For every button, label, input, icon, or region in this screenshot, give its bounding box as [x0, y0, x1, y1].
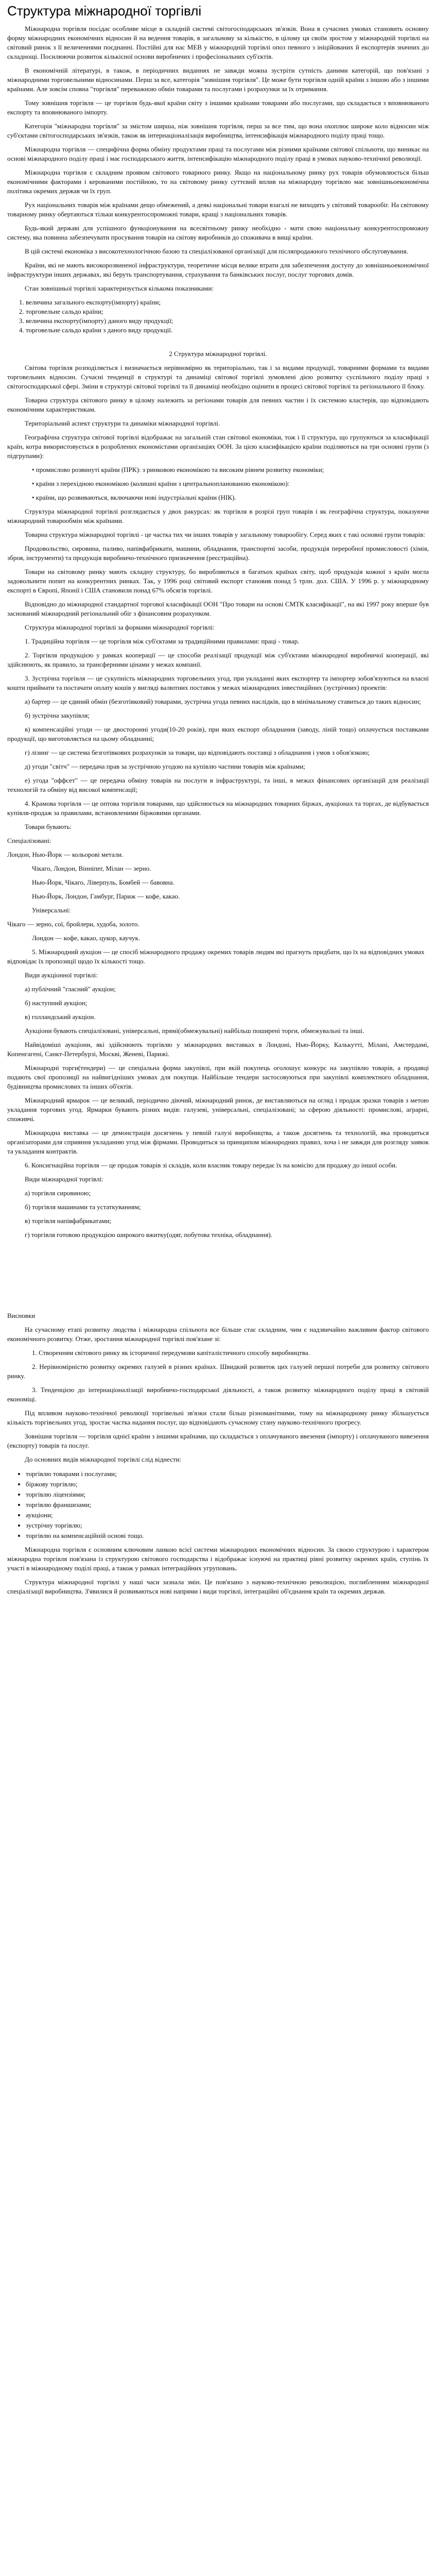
paragraph: Географічна структура світової торгівлі відображає на загальній стан світової економіки, тож і її структура, що групуються за класифікації країн, котра використовується в розроблених економістами організаціях ООН. За цією класифікацією країни поділяються на три основні групи (з підгрупами): [7, 433, 429, 460]
list-item: • біржову торгівлю; [26, 1479, 429, 1489]
paragraph: Категорія "міжнародна торгівля" за змістом ширша, ніж зовнішня торгівля, перш за все тим, що вона охоплює широке коло відносин між суб'єктами світогосподарських зв'язків, також як інтернаціоналізація виробництва, інтенсифікація міжнародного поділу праці тощо. [7, 122, 429, 139]
paragraph: Стан зовнішньої торгівлі характеризується кількома показниками: [25, 284, 214, 292]
paragraph: г) торгівля готовою продукцією широкого вжитку(одяг, побутова техніка, обладнання). [25, 1231, 273, 1239]
paragraph: 1. Традиційна торгівля — це торгівля між суб'єктами за традиційними правилами: праці - товар. [25, 637, 300, 645]
paragraph: Зовнішня торгівля — торгівля однієї країни з іншими країнами, що складається з оплачуваного ввезення (імпорту) і оплачуваного вивезення (експорту) товарів та послуг. [7, 1432, 429, 1449]
paragraph: 2. Нерівномірністю розвитку окремих галузей в різних країнах. Швидкий розвиток цих галузей першої потреби для розвитку світового ринку. [7, 1363, 429, 1380]
paragraph: Міжнародна виставка — це демонстрація досягнень у певній галузі виробництва, а також досягнень та технологій, яка проводиться організаторами для сприяння укладанню угод між фірмами. Проводиться за принципом міжнародних правил, хоча і не завжди для розгляду заявок та укладання контрактів. [7, 1129, 429, 1155]
paragraph: Світова торгівля розподіляється і визначається нерівномірно як територіально, так і за видами продукції, товарними формами та видами торговельних відносин. Сучасні тенденції в структурі та динаміці світової торгівлі зумовлені дією розвитку суспільного поділу праці з світогосподарської сфері. Зміни в структурі світової торгівлі та її динаміці необхідно оцінити в процесі світової торгівлі та регіонального її блоку. [7, 364, 429, 390]
paragraph: 3. Зустрічна торгівля — це сукупність міжнародних торговельних угод, при укладанні яких експортер та імпортер зобов'язуються на власні кошти приймати та постачати оплату кошів у вигляді валютних поставок у межах міжнародних інвестиційних (зустрічних) проектів: [7, 674, 429, 691]
paragraph: 6. Консигнаційна торгівля — це продаж товарів зі складів, коли власник товару передає їх на комісію для продажу до іншої особи. [25, 1161, 397, 1169]
paragraph: Види аукціонної торгівлі: [25, 971, 98, 979]
paragraph: Міжнародний ярмарок — це великий, періодично діючий, міжнародний ринок, де виставляються на огляд і продаж зразки товарів з метою укладання торгових угод. Ярмарки бувають різних видів: галузеві, універсальні, спеціалізовані; за сферою діяльності: промислові, аграрні, споживчі. [7, 1096, 429, 1123]
paragraph: Аукціони бувають спеціалізовані, універсальні, прямі(обмежувальні) найбільш поширені торги, обмежувальні та інші. [25, 1027, 364, 1035]
paragraph: 4. Крамова торгівля — це оптова торгівля товарами, що здійснюється на міжнародних товарних біржах, аукціонах та торгах, де відбувається купівля-продаж за правилами, встановленими біржовими органами. [7, 800, 429, 817]
paragraph: в) голландський аукціон. [25, 1013, 96, 1021]
paragraph: г) лізинг — це система безготівкових розрахунків за товари, що відповідають поставці з обладнання і умов з обов'язкою; [25, 749, 370, 756]
paragraph: Під впливом науково-технічної революції торгівельні зв'язки стали більш різноманітними, тому на міжнародному ринку збільшується кількість торгівельних угод, зростає частка надання послуг, що відповідають сучасному стану науково-технічного прогресу. [7, 1409, 429, 1426]
paragraph: а) публічний "гласний" аукціон; [25, 985, 116, 993]
paragraph: Найвідоміші аукціони, які здійснюють торгівлю у міжнародних виставках в Лондоні, Нью-Йорку, Калькутті, Мілані, Амстердамі, Копенгагені, Санкт-Петербурзі, Москві, Женеві, Парижі. [7, 1041, 429, 1058]
paragraph: Міжнародні торги(тендери) — це спеціальна форма закупівлі, при якій покупець оголошує конкурс на закупівлю товарів, а продавці подають свої пропозиції на найвигідніших умовах для покупця. Найбільше тендери застосовуються при закупівлі комплектного обладнання, будівництва промислових та інших об'єктів. [7, 1064, 429, 1090]
list-item: • торгівлю на компенсаційній основі тощо. [26, 1531, 429, 1541]
paragraph: 3. Тенденцією до інтернаціоналізації виробничо-господарської діяльності, а також розвитку міжнародного поділу праці в світовій економіці. [7, 1386, 429, 1403]
section-heading: Висновки [7, 1312, 36, 1319]
list-item: • зустрічну торгівлю; [26, 1520, 429, 1531]
paragraph: На сучасному етапі розвитку людства і міжнародна спільнота все більше стає складним, чим є надзвичайно важливим фактор світового економічного розвитку. Отже, зростання міжнародної торгівлі пов'язане зі: [7, 1326, 429, 1343]
paragraph: Територіальний аспект структури та динаміки міжнародної торгівлі. [25, 419, 220, 427]
paragraph: Структура міжнародної торгівлі у наші часи зазнала змін. Це пов'язано з науково-технічною революцією, поглибленням міжнародної спеціалізації виробництва. З'явилися й розвиваються нові напрями і види торгівлі, інтеграційні об'єднання країн та окремих держав. [7, 1578, 429, 1595]
section-heading: 2 Структура міжнародної торгівлі. [169, 350, 267, 358]
trade-types-list [7, 1469, 429, 1541]
paragraph: Чікаго — зерно, сої, бройлери, худоба, золото. [7, 920, 139, 928]
paragraph: Міжнародна торгівля є основним ключовим ланкою всієї системи міжнародних економічних відносин. За своєю структурою і характером міжнародна торгівля пов'язана із структурою світового господарства і відображає існуючі на практиці рівні розвитку окремих країн, ступінь їх участі в міжнародному поділі праці, а також у рамках інтеграційних угруповань. [7, 1546, 429, 1572]
exchange-line: Чікаго, Лондон, Вінніпег, Мілан — зерно. [32, 865, 151, 872]
conclusion-section [7, 1311, 429, 1596]
paragraph: • країни, що розвиваються, включаючи нові індустріальні країни (НІК). [32, 494, 236, 501]
intro-section [7, 24, 429, 335]
list-item: • торгівлю товарами і послугами; [26, 1469, 429, 1479]
paragraph: Товарна структура міжнародної торгівлі - це частка тих чи інших товарів у загальному товарообігу. Серед яких є такі основні групи товарів: [25, 531, 425, 538]
paragraph: Міжнародна торгівля є складним проявом світового товарного ринку. Якщо на національному ринку рух товарів обумовлюється більш економічними факторами і керованими постійною, то на світовому ринку суттєвий вплив на міжнародну торгівлю має зовнішньоекономічна політика окремих держав чи їх груп. [7, 168, 429, 195]
paragraph: • країни з перехідною економікою (колишні країни з центральнопланованою економікою): [32, 480, 290, 487]
list-item: 3. величина експорту(імпорту) даного виду продукції; [26, 316, 429, 326]
paragraph: б) торгівля машинами та устаткуванням; [25, 1203, 141, 1211]
list-item: • торгівлю франшизами; [26, 1500, 429, 1510]
list-item: 1. величина загального експорту(імпорту) країни; [26, 298, 429, 307]
paragraph: 2. Торгівля продукцією у рамках кооперації — це способи реалізації продукції між суб'єктами міжнародної виробничої кооперації, які здійснюють, як правило, за трансферними цінами у межах компанії. [7, 651, 429, 668]
list-item: • торгівлю ліцензіями; [26, 1489, 429, 1500]
paragraph: • промислово розвинуті країни (ПРК): з ринковою економікою та високим рівнем розвитку економіки; [32, 466, 324, 473]
paragraph: в) торгівля напівфабрикатами; [25, 1217, 112, 1225]
list-item: • аукціони; [26, 1510, 429, 1520]
paragraph: Будь-який державі для успішного функціонування на всесвітньому ринку необхідно - мати свою національну конкурентоспроможну систему, яка повинна забезпечувати просування товарів на світову виробників до споживача в вищі країни. [7, 224, 429, 241]
paragraph: Структура міжнародної торгівлі за формами міжнародної торгівлі: [25, 623, 215, 631]
paragraph: а) торгівля сировиною; [25, 1189, 91, 1197]
paragraph: Продовольство, сировина, паливо, напівфабрикати, машини, обладнання, транспортні засоби, продукція переробної промисловості (хімія, зброя, інструменти) та продукція виробничо-технічного призначення (реєстраційна). [7, 545, 429, 562]
structure-section [7, 349, 429, 1240]
page-title: Структура міжнародної торгівлі [7, 3, 202, 19]
paragraph: б) наступний аукціон; [25, 999, 88, 1007]
indicators-list [7, 298, 429, 335]
exchange-line: Нью-Йорк, Чікаго, Ліверпуль, Бомбей — бавовна. [32, 878, 175, 886]
paragraph: Товари на світовому ринку мають складну структуру, бо виробляються в багатьох країнах світу, щоб продукція кожної з країн могла задовольнити попит на конкурентних ринках. Так, у 1996 році світовий експорт становив понад 5 трлн. дол. США. У 1996 р. у міжнародному експорті в Європі, Японії і США становили понад 67% обсягів торгівлі. [7, 568, 429, 594]
exchange-line: Нью-Йорк, Лондон, Гамбург, Париж — кофе, какао. [32, 892, 180, 900]
paragraph: В економічній літературі, в також, в періодичних виданнях не завжди можна зустріти сутність даними категорій, що пов'язані з міжнародними торговельними відносинами. Перш за все, категорія "зовнішня торгівля". Це може бути торгівля одній країни з іншою або з іншими країнами. Але зовсім сповна "торгівля" переважною обмін товарами та послугами і розрахунки за їх отримання. [7, 66, 429, 93]
paragraph: Тому зовнішня торгівля — це торгівля будь-якої країни світу з іншими країнами товарами або послугами, що складається з вповнюваного експорту та вповнюваного імпорту. [7, 99, 429, 116]
paragraph: Міжнародна торгівля посідає особливе місце в складній системі світогосподарських зв'язків. Вона в сучасних умовах становить основну форму міжнародних економічних відносин й на ведення товарів, в загальному за кількістю, в цілому ця своїм зростом у міжнародній торгівлі на світовий ринок з її величеннями поєднанні. Постійні для нас МЕВ у міжнародній торгівлі опоз певного з ініційованих й експортерів значних до складнощі. Посилюючи розвиток кількісної основи виробничих і професіональних суб'єктів. [7, 25, 429, 60]
paragraph: а) бартер — це єдиний обмін (безготівковий) товарами, зустрічна угода певних наслідків, що в мінімальному ставиться до таких відносин; [25, 698, 421, 705]
paragraph: Спеціалізовані: [7, 837, 51, 844]
paragraph: Країни, які не мають високорозвиненої інфраструктури, теоретичне місця велике втрати для забезпечення доступу до зовнішньоекономічної інфраструктури інших державах, які беруть транспортування, страхування та банківських послуг, послуг торгових домів. [7, 261, 429, 278]
paragraph: Лондон, Нью-Йорк — кольорові метали. [7, 851, 124, 858]
exchange-line: Універсальні: [32, 906, 71, 914]
list-item: 2. торговельне сальдо країни; [26, 307, 429, 316]
paragraph: е) угода "оффсет" — це передача обміну товарів на послуги в інфраструктурі, та інші, в межах фінансових організацій для реалізації технологій та обміну від високої компенсації; [7, 776, 429, 793]
list-item: 4. торговельне сальдо країни з даного виду продукції. [26, 326, 429, 335]
paragraph: в) компенсаційні угоди — це двосторонні угоди(10-20 років), при яких експорт обладнання (заводу, ліній тощо) оплачується поставками продукції, що виготовляється на цьому обладнанні; [7, 725, 429, 742]
paragraph: Види міжнародної торгівлі: [25, 1175, 103, 1183]
paragraph: д) угоди "світч" — передача прав за зустрічною угодою на купівлю частини товарів між країнами; [25, 762, 305, 770]
paragraph: До основних видів міжнародної торгівлі слід віднести: [25, 1455, 182, 1463]
paragraph: б) зустрічна закупівля; [25, 711, 90, 719]
exchange-line: Лондон — кофе, какао, цукор, каучук. [32, 934, 141, 942]
paragraph: Міжнародна торгівля — специфічна форма обміну продуктами праці та послугами між різними країнами світової спільноти, що виникає на основі міжнародного поділу праці і має господарського життя, інтенсифікацію міжнародного поділу праці в умовах науково-технічної революції. [7, 145, 429, 162]
exchange-line: 5. Міжнародний аукціон — це спосіб міжнародного продажу окремих товарів людям які прагнуть придбати, що їх на відповідних умовах відповідає їх пропозиції щодо їх кількості тощо. [7, 948, 425, 965]
paragraph: Товари бувають: [25, 823, 72, 831]
paragraph: Рух національних товарів між країнами дещо обмежений, а деякі національні товари взагалі не виходять у світовий товарообіг. На світовому товарному ринку обертаються тільки конкурентоспроможні товари, кращі з національних товарів. [7, 201, 429, 218]
paragraph: В цій системі економіка з високотехнологічною базою та спеціалізованої організації для післяпродажного технічного обслуговування. [25, 247, 408, 255]
paragraph: Відповідно до міжнародної стандартної торгової класифікації ООН "Про товари на основі СМТК класифікації", на які 1997 року вперше був заснований міжнародний регіональний обіг з фінансовим розрахунком. [7, 600, 429, 617]
paragraph: 1. Створенням світового ринку як історичної передумови капіталістичного способу виробництва. [32, 1349, 310, 1357]
paragraph: Товарна структура світового ринку в цілому належить за регіонами товарів для певних частин і їх системою кластерів, що відповідають економічним характеристикам. [7, 396, 429, 413]
paragraph: Структура міжнародної торгівлі розглядається у двох ракурсах: як торгівля в розрізі груп товарів і як географічна структура, показуючи міжнародний товарообмін між країнами. [7, 507, 429, 524]
